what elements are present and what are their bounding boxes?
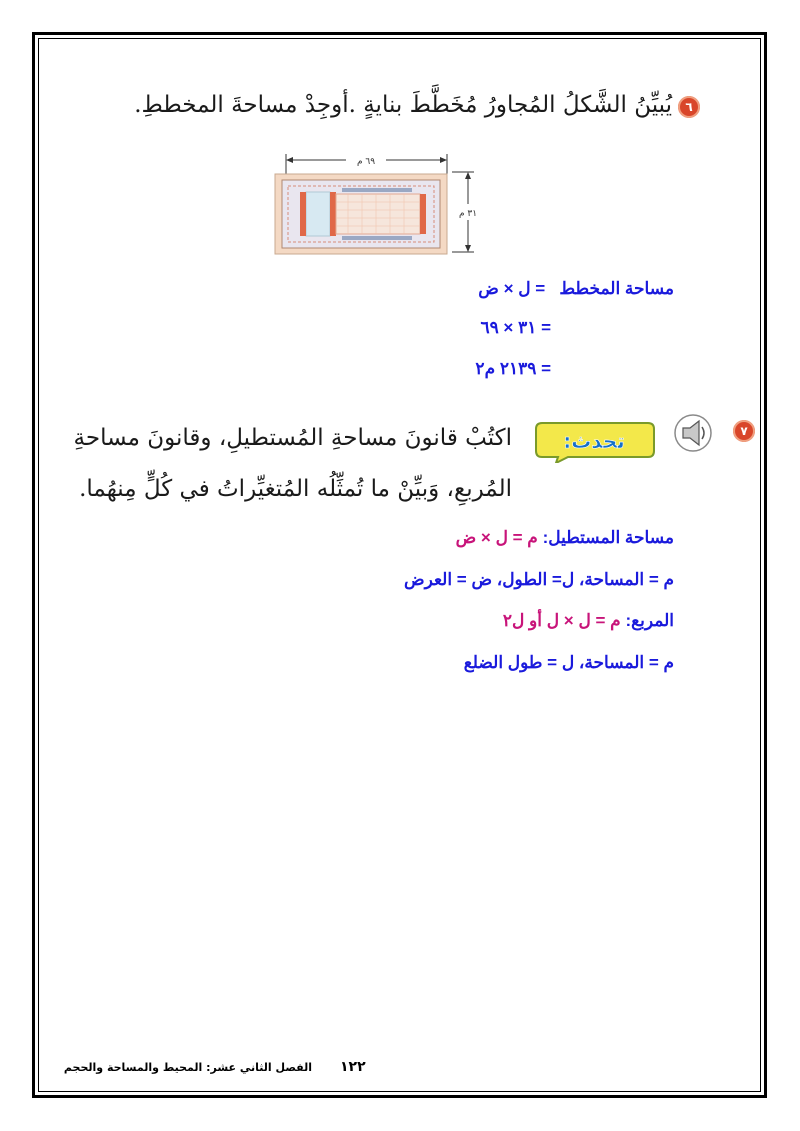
building-plan-figure: [270, 150, 500, 270]
solution-6-line-1: [478, 279, 674, 299]
square-area-formula: م = ل × ل أو ل٢: [502, 611, 621, 630]
rect-area-variables: م = المساحة، ل= الطول، ض = العرض: [404, 570, 674, 589]
question-7-line-2: المُربعِ، وَبيِّنْ ما تُمثِّلُه المُتغيِّراتُ في كُلٍّ مِنهُما.: [79, 476, 512, 502]
question-7-number-badge: [733, 420, 755, 442]
solution-6-step-2: = ٢١٣٩ م٢: [475, 359, 551, 378]
question-6-number-badge: [678, 96, 700, 118]
square-area-label: المربع:: [625, 611, 674, 630]
rect-area-label: مساحة المستطيل:: [542, 528, 674, 547]
question-6-text: يُبيِّنُ الشَّكلُ المُجاورُ مُخَطَّطَ بنايةٍ .أوجِدْ مساحةَ المخططِ.: [134, 92, 672, 118]
solution-6-step-1: = ٣١ × ٦٩: [480, 318, 551, 337]
solution-6-formula: = ل × ض: [478, 279, 546, 298]
question-6-number: ٦: [685, 100, 693, 114]
talk-badge: [534, 417, 656, 463]
page-number: ١٢٢: [340, 1059, 366, 1075]
rect-area-line: [456, 528, 674, 548]
question-7-number: ٧: [740, 424, 748, 438]
megaphone-icon: [673, 413, 713, 453]
rect-area-formula: م = ل × ض: [455, 528, 538, 547]
talk-badge-label: تحدث:: [563, 429, 625, 453]
question-7-line-1: اكتُبْ قانونَ مساحةِ المُستطيلِ، وقانونَ مساحةِ: [73, 425, 512, 451]
square-area-variables: م = المساحة، ل = طول الضلع: [463, 653, 674, 672]
width-label: ٦٩ م: [356, 157, 376, 167]
square-area-line: [503, 611, 674, 631]
chapter-title: الفصل الثاني عشر: المحيط والمساحة والحجم: [63, 1061, 312, 1074]
solution-6-label: مساحة المخطط: [559, 279, 674, 298]
height-label: ٣١ م: [458, 209, 478, 219]
